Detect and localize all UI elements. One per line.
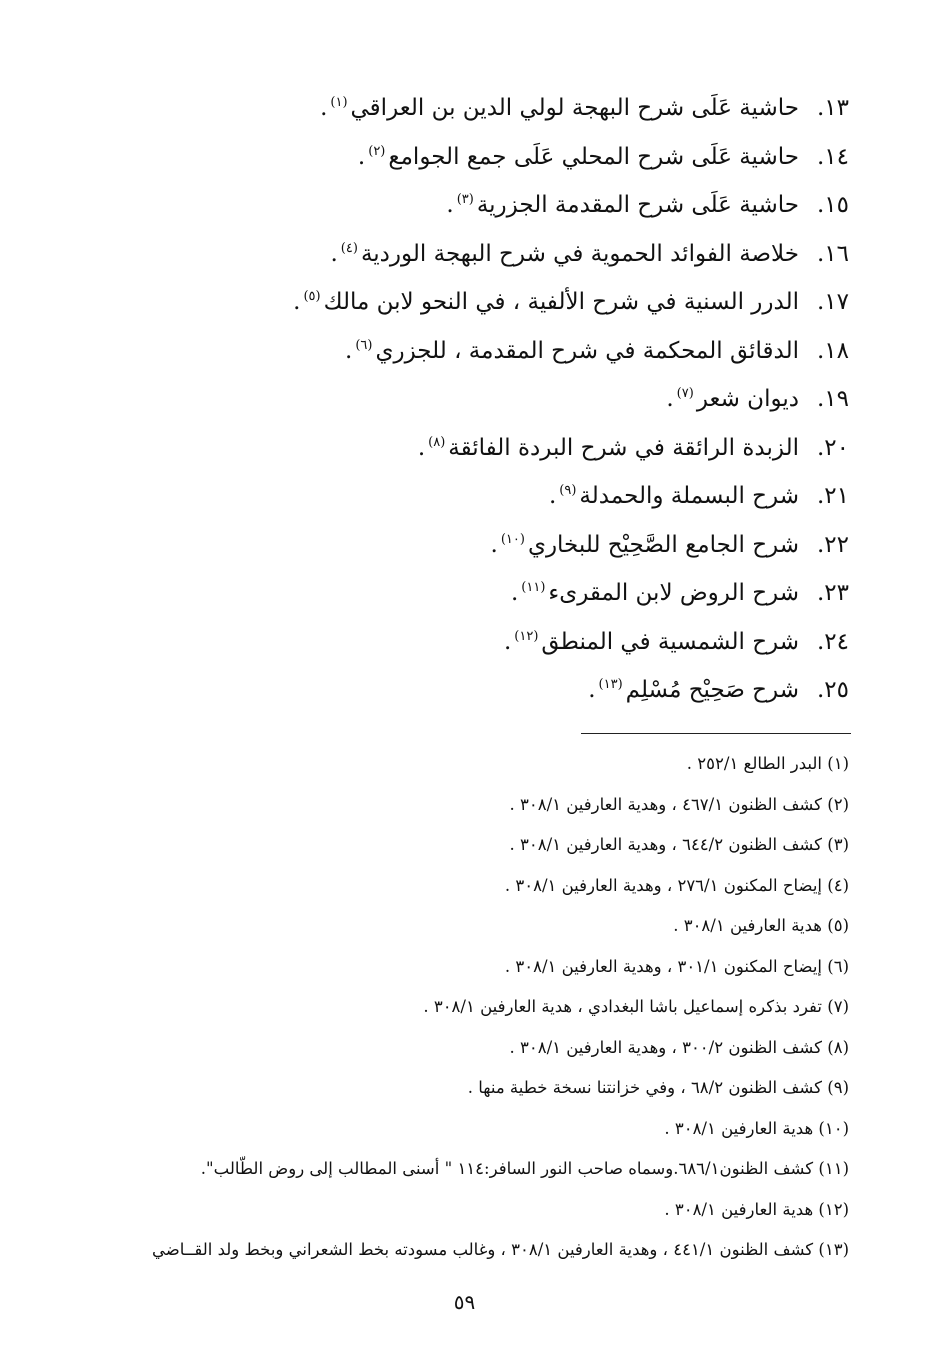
list-item bbox=[289, 133, 849, 182]
list-item bbox=[289, 327, 849, 376]
item-end: . bbox=[588, 677, 596, 703]
footnote-ref[interactable]: (٧) bbox=[676, 386, 694, 402]
item-number: ١٥. bbox=[816, 192, 849, 218]
item-end: . bbox=[490, 531, 498, 558]
item-title: ديوان شعر bbox=[696, 386, 799, 412]
item-title: شرح الشمسية في المنطق bbox=[541, 628, 799, 655]
list-item bbox=[289, 618, 849, 667]
footnote: (١) البدر الطالع ٢٥٢/١ . bbox=[686, 754, 849, 773]
list-item bbox=[289, 375, 849, 424]
item-title: حاشية عَلَى شرح المحلي عَلَى جمع الجوامع bbox=[388, 143, 799, 170]
item-end: . bbox=[548, 483, 557, 509]
footnote-ref[interactable]: (١٣) bbox=[598, 677, 623, 693]
item-end: . bbox=[357, 143, 366, 170]
list-item bbox=[289, 424, 849, 473]
item-number: ١٨. bbox=[816, 337, 849, 364]
footnote: (٥) هدية العارفين ٣٠٨/١ . bbox=[673, 916, 849, 935]
item-end: . bbox=[330, 240, 338, 267]
item-end: . bbox=[293, 289, 301, 315]
footnote-ref[interactable]: (٩) bbox=[559, 483, 577, 499]
footnote-ref[interactable]: (٦) bbox=[355, 337, 373, 353]
footnotes-list bbox=[149, 744, 849, 1271]
footnote: (٢) كشف الظنون ٤٦٧/١ ، وهدية العارفين ٣٠٨/١ . bbox=[509, 794, 849, 814]
item-title: الدقائق المحكمة في شرح المقدمة ، للجزري bbox=[375, 337, 799, 364]
list-item bbox=[289, 181, 849, 230]
item-end: . bbox=[446, 192, 454, 218]
footnote-ref[interactable]: (٤) bbox=[340, 240, 358, 256]
item-end: . bbox=[510, 580, 519, 606]
item-end: . bbox=[666, 386, 674, 412]
footnote-ref[interactable]: (٢) bbox=[368, 143, 386, 159]
footnote: (٩) كشف الظنون ٦٨/٢ ، وفي خزانتنا نسخة خطية منها . bbox=[467, 1078, 849, 1097]
list-item bbox=[289, 278, 849, 327]
footnote: (١٣) كشف الظنون ٤٤١/١ ، وهدية العارفين ٣٠٨/١ ، وغالب مسودته بخط الشعراني وبخط ولد القــاضي bbox=[151, 1240, 849, 1259]
works-list bbox=[289, 84, 849, 715]
item-title: شرح الجامع الصَّحِيْح للبخاري bbox=[527, 531, 799, 558]
item-number: ٢٤. bbox=[816, 628, 849, 655]
item-number: ٢٢. bbox=[816, 531, 849, 558]
footnote: (١١) كشف الظنون٦٨٦/١.وسماه صاحب النور السافر:١١٤ " أسنى المطالب إلى روض الطّالب". bbox=[200, 1159, 849, 1178]
item-end: . bbox=[345, 337, 353, 364]
footnote-ref[interactable]: (١٢) bbox=[514, 628, 539, 644]
item-title: شرح صَحِيْح مُسْلِم bbox=[625, 677, 799, 703]
item-title: شرح البسملة والحمدلة bbox=[579, 483, 799, 509]
footnote: (٣) كشف الظنون ٦٤٤/٢ ، وهدية العارفين ٣٠٨/١ . bbox=[509, 835, 849, 854]
footnote: (٤) إيضاح المكنون ٢٧٦/١ ، وهدية العارفين ٣٠٨/١ . bbox=[504, 875, 849, 895]
item-number: ١٣. bbox=[816, 95, 849, 121]
list-item bbox=[289, 230, 849, 279]
footnote: (٨) كشف الظنون ٣٠٠/٢ ، وهدية العارفين ٣٠٨/١ . bbox=[509, 1037, 849, 1057]
item-end: . bbox=[417, 434, 426, 461]
footnote-ref[interactable]: (١٠) bbox=[500, 531, 525, 547]
footnote: (١٠) هدية العارفين ٣٠٨/١ . bbox=[664, 1118, 849, 1138]
item-title: خلاصة الفوائد الحموية في شرح البهجة الوردية bbox=[360, 240, 799, 267]
item-title: الزبدة الرائقة في شرح البردة الفائقة bbox=[448, 434, 799, 461]
footnote-separator bbox=[581, 733, 851, 734]
item-end: . bbox=[503, 628, 512, 655]
item-title: حاشية عَلَى شرح المقدمة الجزرية bbox=[476, 192, 799, 218]
list-item bbox=[289, 521, 849, 570]
item-number: ٢٠. bbox=[816, 434, 849, 461]
item-number: ١٦. bbox=[816, 240, 849, 267]
page-number: ٥٩ bbox=[453, 1290, 476, 1314]
item-number: ١٧. bbox=[816, 289, 849, 315]
footnote-ref[interactable]: (١) bbox=[330, 95, 348, 111]
footnote-ref[interactable]: (٨) bbox=[428, 434, 446, 450]
item-number: ٢٥. bbox=[816, 677, 849, 703]
footnote: (١٢) هدية العارفين ٣٠٨/١ . bbox=[664, 1199, 849, 1219]
list-item bbox=[289, 569, 849, 618]
item-number: ١٤. bbox=[816, 143, 849, 170]
footnote-ref[interactable]: (٣) bbox=[456, 192, 474, 208]
footnote: (٧) تفرد بذكره إسماعيل باشا البغدادي ، هدية العارفين ٣٠٨/١ . bbox=[423, 997, 849, 1016]
list-item bbox=[289, 84, 849, 133]
list-item bbox=[289, 666, 849, 715]
item-number: ٢٣. bbox=[816, 580, 849, 606]
footnote-ref[interactable]: (٥) bbox=[303, 289, 321, 305]
item-title: الدرر السنية في شرح الألفية ، في النحو لابن مالك bbox=[323, 289, 799, 315]
footnote-ref[interactable]: (١١) bbox=[521, 580, 546, 596]
list-item bbox=[289, 472, 849, 521]
item-title: شرح الروض لابن المقرىء bbox=[548, 580, 799, 606]
footnote: (٦) إيضاح المكنون ٣٠١/١ ، وهدية العارفين ٣٠٨/١ . bbox=[504, 956, 849, 976]
item-title: حاشية عَلَى شرح البهجة لولي الدين بن العراقي bbox=[350, 95, 799, 121]
item-number: ١٩. bbox=[816, 386, 849, 412]
item-number: ٢١. bbox=[816, 483, 849, 509]
item-end: . bbox=[320, 95, 328, 121]
